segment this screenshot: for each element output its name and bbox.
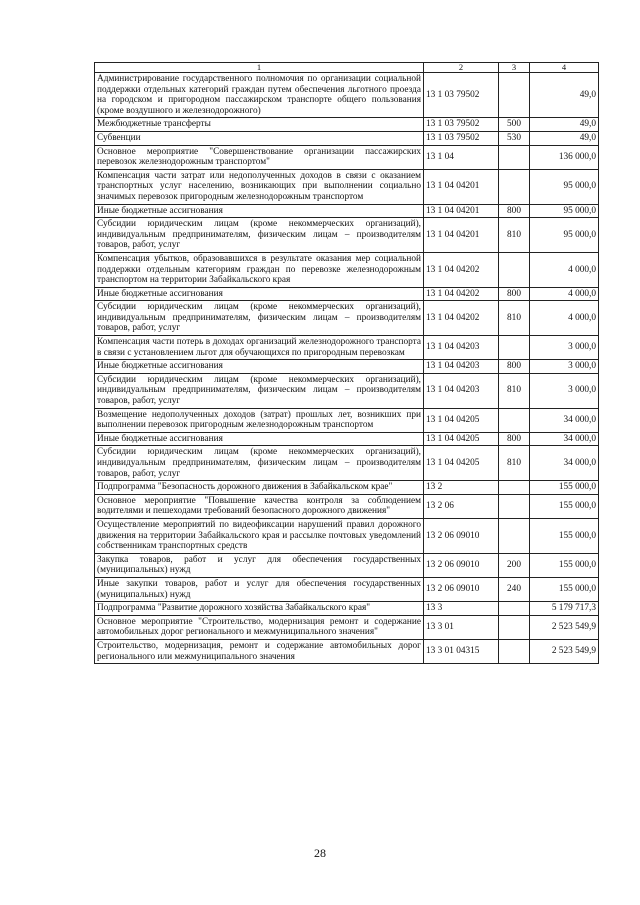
row-code: 13 2 06 09010 (424, 518, 499, 553)
table-row (95, 615, 599, 639)
row-code: 13 1 04 04203 (424, 360, 499, 374)
row-expense-type (499, 336, 530, 360)
row-amount: 136 000,0 (530, 145, 599, 169)
row-amount: 4 000,0 (530, 252, 599, 287)
table-row (95, 218, 599, 253)
row-amount: 34 000,0 (530, 446, 599, 481)
row-code: 13 1 04 04205 (424, 432, 499, 446)
header-col-2: 2 (424, 63, 499, 73)
header-row (95, 63, 599, 73)
row-expense-type (499, 494, 530, 518)
row-amount: 3 000,0 (530, 360, 599, 374)
row-code: 13 1 04 04205 (424, 408, 499, 432)
row-amount: 34 000,0 (530, 432, 599, 446)
row-expense-type: 800 (499, 360, 530, 374)
table-row (95, 131, 599, 145)
row-code: 13 1 04 04203 (424, 336, 499, 360)
table-body (95, 73, 599, 664)
row-name: Иные закупки товаров, работ и услуг для обеспечения государственных (муниципальных) нужд (95, 577, 424, 601)
row-expense-type: 800 (499, 432, 530, 446)
row-name: Иные бюджетные ассигнования (95, 432, 424, 446)
row-name: Подпрограмма "Безопасность дорожного движения в Забайкальском крае" (95, 481, 424, 495)
row-expense-type (499, 602, 530, 616)
row-expense-type: 810 (499, 373, 530, 408)
row-amount: 49,0 (530, 73, 599, 118)
row-expense-type: 500 (499, 118, 530, 132)
row-name: Иные бюджетные ассигнования (95, 204, 424, 218)
header-col-1: 1 (95, 63, 424, 73)
table-row (95, 301, 599, 336)
row-code: 13 1 04 04201 (424, 169, 499, 204)
row-amount: 95 000,0 (530, 204, 599, 218)
row-name: Компенсация части потерь в доходах организаций железнодорожного транспорта в связи с установлением льгот для обучающихся по пригородным перевозкам (95, 336, 424, 360)
row-code: 13 1 03 79502 (424, 131, 499, 145)
row-expense-type: 530 (499, 131, 530, 145)
row-expense-type: 800 (499, 287, 530, 301)
row-amount: 155 000,0 (530, 553, 599, 577)
row-amount: 3 000,0 (530, 336, 599, 360)
row-amount: 49,0 (530, 118, 599, 132)
row-name: Основное мероприятие "Повышение качества контроля за соблюдением водителями и пешеходами требований безопасного дорожного движения" (95, 494, 424, 518)
table-row (95, 169, 599, 204)
row-code: 13 1 04 04203 (424, 373, 499, 408)
table-row (95, 145, 599, 169)
budget-table (94, 62, 599, 664)
row-name: Компенсация убытков, образовавшихся в результате оказания мер социальной поддержки отдельным категориям граждан по перевозке железнодорожным транспортом на территории Забайкальского края (95, 252, 424, 287)
row-code: 13 2 06 09010 (424, 553, 499, 577)
row-name: Субсидии юридическим лицам (кроме некоммерческих организаций), индивидуальным предпринимателям, физическим лицам – производителям товаров, работ, услуг (95, 301, 424, 336)
row-expense-type (499, 252, 530, 287)
row-amount: 155 000,0 (530, 518, 599, 553)
row-expense-type (499, 408, 530, 432)
row-name: Субсидии юридическим лицам (кроме некоммерческих организаций), индивидуальным предпринимателям, физическим лицам – производителям товаров, работ, услуг (95, 373, 424, 408)
row-amount: 155 000,0 (530, 481, 599, 495)
table-row (95, 73, 599, 118)
row-code: 13 1 04 04202 (424, 252, 499, 287)
table-row (95, 494, 599, 518)
table-row (95, 204, 599, 218)
table-row (95, 518, 599, 553)
row-expense-type (499, 169, 530, 204)
row-amount: 2 523 549,9 (530, 639, 599, 663)
table-row (95, 446, 599, 481)
row-code: 13 1 04 04202 (424, 301, 499, 336)
table-row (95, 360, 599, 374)
row-amount: 4 000,0 (530, 287, 599, 301)
row-amount: 155 000,0 (530, 577, 599, 601)
table-row (95, 481, 599, 495)
row-code: 13 1 03 79502 (424, 118, 499, 132)
row-name: Иные бюджетные ассигнования (95, 287, 424, 301)
row-code: 13 3 01 04315 (424, 639, 499, 663)
row-name: Возмещение недополученных доходов (затрат) прошлых лет, возникших при выполнении перевозок пригородным железнодорожным транспортом (95, 408, 424, 432)
row-expense-type: 200 (499, 553, 530, 577)
header-col-4: 4 (530, 63, 599, 73)
row-name: Основное мероприятие "Совершенствование организации пассажирских перевозок железнодорожным транспортом" (95, 145, 424, 169)
header-col-3: 3 (499, 63, 530, 73)
row-code: 13 1 03 79502 (424, 73, 499, 118)
row-amount: 2 523 549,9 (530, 615, 599, 639)
table-row (95, 336, 599, 360)
row-name: Иные бюджетные ассигнования (95, 360, 424, 374)
row-name: Строительство, модернизация, ремонт и содержание автомобильных дорог регионального или межмуниципального значения (95, 639, 424, 663)
row-expense-type (499, 615, 530, 639)
table-row (95, 577, 599, 601)
row-name: Закупка товаров, работ и услуг для обеспечения государственных (муниципальных) нужд (95, 553, 424, 577)
row-code: 13 1 04 04205 (424, 446, 499, 481)
row-code: 13 3 01 (424, 615, 499, 639)
row-expense-type (499, 73, 530, 118)
row-code: 13 2 06 (424, 494, 499, 518)
table-row (95, 553, 599, 577)
row-code: 13 3 (424, 602, 499, 616)
row-expense-type (499, 518, 530, 553)
page-number: 28 (314, 846, 326, 860)
row-code: 13 1 04 04201 (424, 218, 499, 253)
row-amount: 49,0 (530, 131, 599, 145)
row-name: Осуществление мероприятий по видеофиксации нарушений правил дорожного движения на территории Забайкальского края и рассылке почтовых уведомлений собственникам транспортных средств (95, 518, 424, 553)
table-row (95, 432, 599, 446)
row-code: 13 1 04 (424, 145, 499, 169)
row-expense-type (499, 639, 530, 663)
table-row (95, 287, 599, 301)
row-name: Компенсация части затрат или недополученных доходов в связи с оказанием транспортных услуг населению, возникающих при выполнении социально значимых перевозок пригородным железнодорожным транспортом (95, 169, 424, 204)
row-amount: 95 000,0 (530, 169, 599, 204)
row-name: Субсидии юридическим лицам (кроме некоммерческих организаций), индивидуальным предпринимателям, физическим лицам – производителям товаров, работ, услуг (95, 446, 424, 481)
row-name: Администрирование государственного полномочия по организации социальной поддержки отдельных категорий граждан путем обеспечения льготного проезда на городском и пригородном пассажирском транспорте общего пользования (кроме воздушного и железнодорожного) (95, 73, 424, 118)
table-row (95, 408, 599, 432)
row-expense-type: 810 (499, 218, 530, 253)
table-row (95, 252, 599, 287)
row-name: Субсидии юридическим лицам (кроме некоммерческих организаций), индивидуальным предпринимателям, физическим лицам – производителям товаров, работ, услуг (95, 218, 424, 253)
row-code: 13 2 06 09010 (424, 577, 499, 601)
row-amount: 95 000,0 (530, 218, 599, 253)
row-code: 13 1 04 04202 (424, 287, 499, 301)
row-amount: 3 000,0 (530, 373, 599, 408)
table-row (95, 118, 599, 132)
row-amount: 4 000,0 (530, 301, 599, 336)
table-row (95, 639, 599, 663)
row-name: Основное мероприятие "Строительство, модернизация ремонт и содержание автомобильных дорог регионального и межмуниципального значения" (95, 615, 424, 639)
row-code: 13 1 04 04201 (424, 204, 499, 218)
row-expense-type (499, 145, 530, 169)
row-amount: 155 000,0 (530, 494, 599, 518)
row-amount: 34 000,0 (530, 408, 599, 432)
row-code: 13 2 (424, 481, 499, 495)
row-expense-type: 810 (499, 446, 530, 481)
row-expense-type (499, 481, 530, 495)
table-row (95, 602, 599, 616)
row-name: Межбюджетные трансферты (95, 118, 424, 132)
row-name: Подпрограмма "Развитие дорожного хозяйства Забайкальского края" (95, 602, 424, 616)
table-row (95, 373, 599, 408)
row-name: Субвенции (95, 131, 424, 145)
row-expense-type: 810 (499, 301, 530, 336)
row-expense-type: 240 (499, 577, 530, 601)
row-amount: 5 179 717,3 (530, 602, 599, 616)
row-expense-type: 800 (499, 204, 530, 218)
